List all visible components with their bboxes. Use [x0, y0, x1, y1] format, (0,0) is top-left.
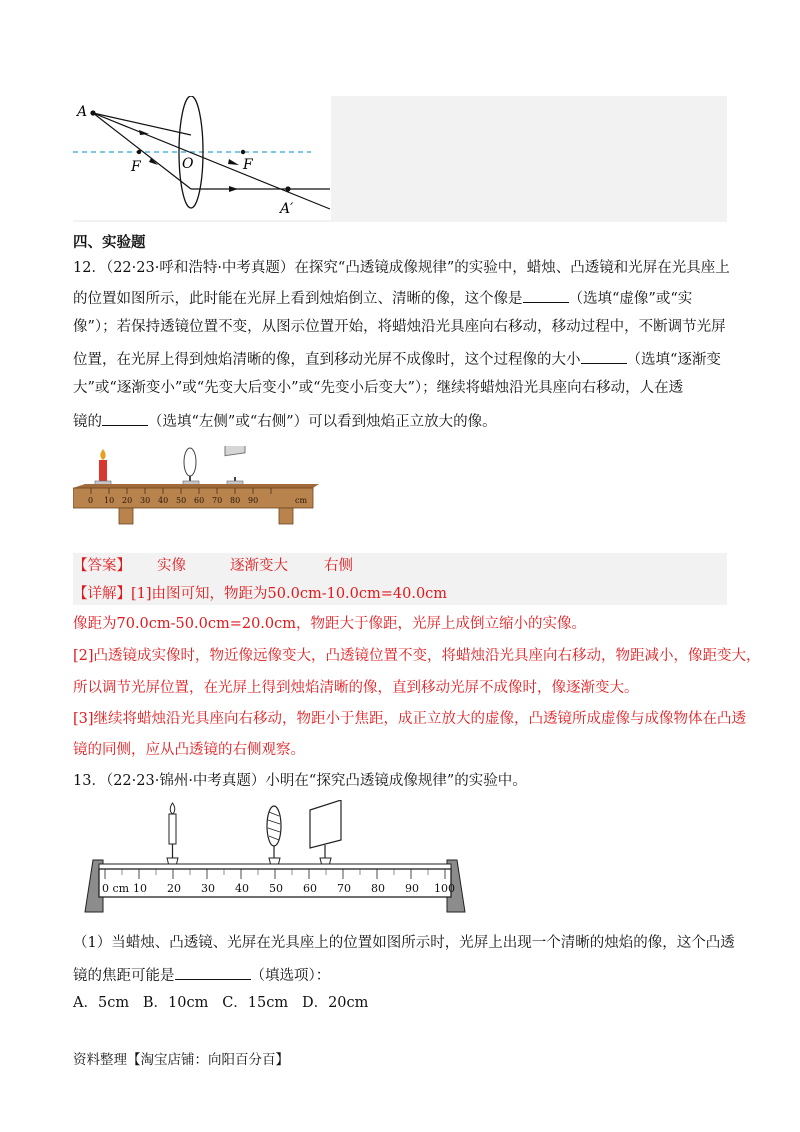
answer-blank-2[interactable] — [581, 348, 627, 364]
ruler1-tick-30: 30 — [140, 496, 151, 505]
q12-line2: 的位置如图所示，此时能在光屏上看到烛焰倒立、清晰的像，这个像是 （选填“虚像”或“实 — [73, 287, 692, 309]
ruler2-tick-20: 20 — [167, 882, 181, 895]
detail-line4: 所以调节光屏位置，在光屏上得到烛焰清晰的像，直到移动光屏不成像时，像逐渐变大。 — [73, 680, 639, 696]
ruler2-tick-90: 90 — [405, 882, 419, 895]
q12-line6: 镜的 （选填“左侧”或“右侧”）可以看到烛焰正立放大的像。 — [73, 410, 497, 432]
label-f-right: F — [243, 157, 253, 173]
answer-value-3: 右侧 — [324, 558, 353, 574]
ruler1-tick-70: 70 — [212, 496, 223, 505]
ruler1-tick-0: 0 — [88, 496, 94, 505]
answer-blank-3[interactable] — [102, 410, 148, 426]
detail-tag: 【详解】 — [73, 586, 131, 602]
answer-line — [73, 556, 353, 576]
ruler1-tick-40: 40 — [158, 496, 169, 505]
detail-line1: 【详解】[1]由图可知，物距为50.0cm-10.0cm=40.0cm — [73, 586, 448, 602]
ruler1-tick-20: 20 — [122, 496, 133, 505]
q12-line3: 像”）；若保持透镜位置不变，从图示位置开始，将蜡烛沿光具座向右移动，移动过程中，不断调节光屏 — [73, 319, 726, 335]
q13-options: A．5cm B．10cm C．15cm D．20cm — [73, 995, 369, 1011]
ruler1-tick-50: 50 — [176, 496, 187, 505]
q12-line1: 12．（22·23·呼和浩特·中考真题）在探究“凸透镜成像规律”的实验中，蜡烛、凸透镜和光屏在光具座上 — [73, 260, 730, 276]
ruler2-tick-10: 10 — [133, 882, 147, 895]
ruler1-tick-90: 90 — [248, 496, 259, 505]
answer-blank-4[interactable] — [175, 964, 251, 980]
ruler1-tick-60: 60 — [194, 496, 205, 505]
ruler2-tick-80: 80 — [371, 882, 385, 895]
optical-bench-figure-1 — [73, 446, 319, 528]
ruler2-tick-0: 0 cm — [102, 882, 130, 895]
answer-blank-1[interactable] — [523, 287, 569, 303]
ruler2-tick-40: 40 — [235, 882, 249, 895]
detail-line6: 镜的同侧，应从凸透镜的右侧观察。 — [73, 742, 305, 758]
detail-line2: 像距为70.0cm-50.0cm=20.0cm，物距大于像距，光屏上成倒立缩小的实像。 — [73, 616, 587, 632]
q12-line4: 位置，在光屏上得到烛焰清晰的像，直到移动光屏不成像时，这个过程像的大小 （选填“逐渐变 — [73, 348, 721, 370]
ruler2-tick-30: 30 — [201, 882, 215, 895]
ruler1-tick-10: 10 — [104, 496, 115, 505]
ruler2-tick-60: 60 — [303, 882, 317, 895]
lens-ray-diagram — [73, 96, 333, 220]
q13-sub1-line1: （1）当蜡烛、凸透镜、光屏在光具座上的位置如图所示时，光屏上出现一个清晰的烛焰的像，这个凸透 — [73, 935, 735, 951]
label-a-prime: A′ — [280, 201, 294, 217]
answer-tag: 【答案】 — [73, 558, 131, 574]
q13-line1: 13．（22·23·锦州·中考真题）小明在“探究凸透镜成像规律”的实验中。 — [73, 773, 527, 789]
q12-line5: 大”或“逐渐变小”或“先变大后变小”或“先变小后变大”）；继续将蜡烛沿光具座向右移动，人在透 — [73, 380, 684, 396]
ruler2-tick-100: 100 — [434, 882, 455, 895]
detail-line3: [2]凸透镜成实像时，物近像远像变大，凸透镜位置不变，将蜡烛沿光具座向右移动，物距减小，像距变大， — [73, 648, 761, 664]
answer-value-2: 逐渐变大 — [230, 558, 288, 574]
answer-value-1: 实像 — [157, 558, 186, 574]
label-a: A — [77, 104, 88, 120]
optical-bench-figure-2 — [73, 800, 473, 916]
ruler1-unit: cm — [295, 496, 308, 505]
section-title: 四、实验题 — [73, 234, 146, 251]
q13-sub1-line2: 镜的焦距可能是 （填选项）： — [73, 964, 330, 986]
ruler1-tick-80: 80 — [230, 496, 241, 505]
footer-text: 资料整理【淘宝店铺：向阳百分百】 — [73, 1052, 289, 1068]
label-f-left: F — [131, 159, 141, 175]
ruler2-tick-50: 50 — [269, 882, 283, 895]
label-o: O — [182, 156, 194, 172]
detail-line5: [3]继续将蜡烛沿光具座向右移动，物距小于焦距，成正立放大的虚像，凸透镜所成虚像与成像物体在凸透 — [73, 711, 747, 727]
ruler2-tick-70: 70 — [337, 882, 351, 895]
